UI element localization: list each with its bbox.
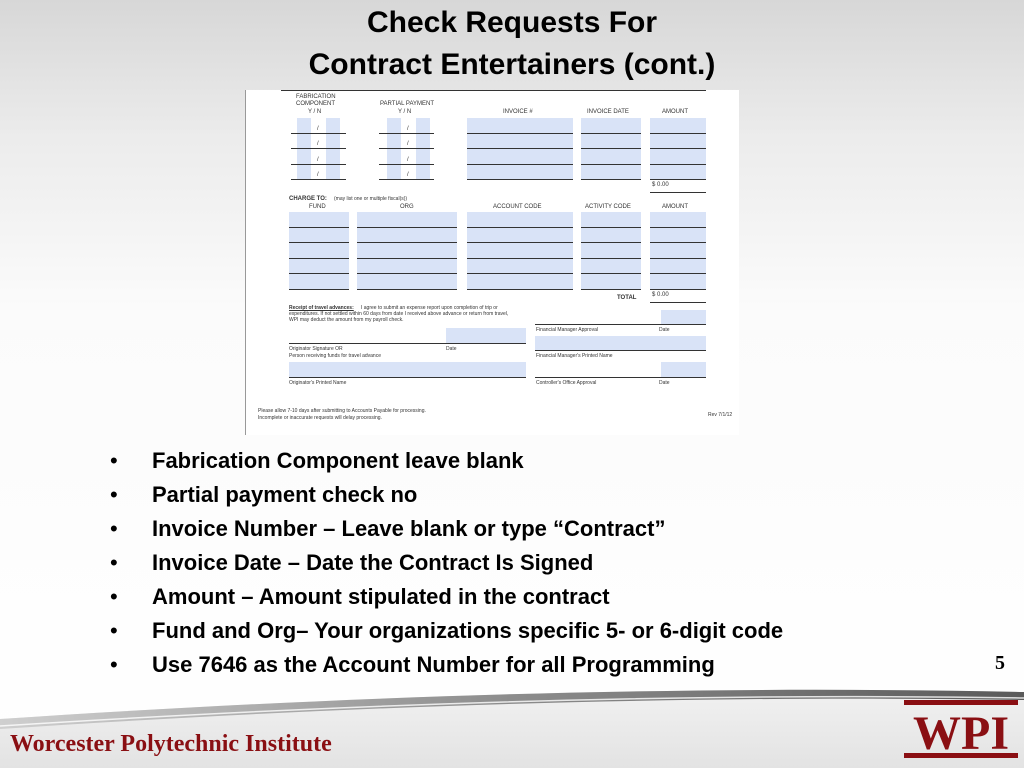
partial-payment-yn: Y / N	[398, 109, 412, 115]
fab-slash-4: /	[317, 172, 319, 178]
partial-y-checkbox[interactable]	[387, 118, 401, 180]
bullet-item: • Fabrication Component leave blank	[110, 446, 783, 480]
bullet-item: • Use 7646 as the Account Number for all Programming	[110, 650, 783, 684]
account-code-field[interactable]	[467, 212, 573, 289]
account-code-header: ACCOUNT CODE	[493, 204, 542, 210]
person-receiving-label: Person receiving funds for travel advance	[289, 353, 381, 359]
fin-mgr-name-label: Financial Manager's Printed Name	[536, 353, 613, 359]
invoice-number-field[interactable]	[467, 118, 573, 180]
originator-name-label: Originator's Printed Name	[289, 380, 347, 386]
title-line-1: Check Requests For	[366, 6, 658, 39]
allow-note-1: Please allow 7-10 days after submitting to Accounts Payable for processing.	[258, 408, 426, 414]
controller-date-field[interactable]	[661, 362, 706, 377]
fabrication-y-checkbox[interactable]	[297, 118, 311, 180]
charge-to-label: CHARGE TO:	[289, 196, 327, 202]
travel-heading: Receipt of travel advances:	[289, 305, 354, 311]
total-value: $ 0.00	[652, 292, 669, 298]
bullet-item: • Fund and Org– Your organizations specific 5- or 6-digit code	[110, 616, 783, 650]
controller-date-label: Date	[659, 380, 670, 386]
originator-date-field[interactable]	[446, 328, 526, 343]
title-line-2: Contract Entertainers (cont.)	[308, 48, 716, 81]
subtotal-value: $ 0.00	[652, 182, 669, 188]
partial-payment-header: PARTIAL PAYMENT	[380, 101, 435, 107]
bullet-item: • Invoice Date – Date the Contract Is Signed	[110, 548, 783, 582]
activity-code-field[interactable]	[581, 212, 641, 289]
fabrication-header-2: COMPONENT	[296, 101, 335, 107]
amount2-header: AMOUNT	[662, 204, 688, 210]
controller-label: Controller's Office Approval	[536, 380, 597, 386]
fab-slash-3: /	[317, 157, 319, 163]
originator-name-field[interactable]	[289, 362, 526, 377]
fund-field[interactable]	[289, 212, 349, 289]
institution-name: Worcester Polytechnic Institute	[10, 731, 332, 757]
org-field[interactable]	[357, 212, 457, 289]
partial-n-checkbox[interactable]	[416, 118, 430, 180]
invoice-date-header: INVOICE DATE	[587, 109, 629, 115]
bullet-item: • Partial payment check no	[110, 480, 783, 514]
fund-header: FUND	[309, 204, 326, 210]
partial-slash-2: /	[407, 141, 409, 147]
total-label: TOTAL	[617, 295, 637, 301]
invoice-number-header: INVOICE #	[503, 109, 533, 115]
bullet-item: • Amount – Amount stipulated in the contract	[110, 582, 783, 616]
allow-note-2: Incomplete or inaccurate requests will delay processing.	[258, 415, 382, 421]
fab-slash-1: /	[317, 126, 319, 132]
charge-to-note: (may list one or multiple fiscal(s))	[334, 196, 408, 202]
check-request-form-image	[245, 90, 739, 435]
revision-label: Rev 7/1/12	[708, 412, 733, 418]
fin-mgr-date-label: Date	[659, 327, 670, 333]
amount-field[interactable]	[650, 118, 706, 180]
fabrication-n-checkbox[interactable]	[326, 118, 340, 180]
partial-slash-1: /	[407, 126, 409, 132]
fab-slash-2: /	[317, 141, 319, 147]
bullet-list	[110, 446, 783, 684]
partial-slash-3: /	[407, 157, 409, 163]
fabrication-header-1: FABRICATION	[296, 94, 336, 100]
originator-sig-label: Originator Signature OR	[289, 346, 343, 352]
partial-slash-4: /	[407, 172, 409, 178]
travel-text: I agree to submit an expense report upon completion of trip or expenditures. If not settled within 60 days from date I received above advance or return from travel, WPI may deduct the amount from my payroll check.	[289, 305, 509, 323]
originator-date-label: Date	[446, 346, 457, 352]
org-header: ORG	[400, 204, 414, 210]
fin-mgr-date-top-field[interactable]	[661, 310, 706, 324]
wpi-logo	[902, 698, 1020, 760]
fin-mgr-approval-label: Financial Manager Approval	[536, 327, 598, 333]
page-number: 5	[995, 652, 1005, 674]
slide-title	[0, 2, 1024, 86]
fabrication-yn: Y / N	[308, 109, 322, 115]
wpi-logo-text: WPI	[913, 707, 1009, 760]
amount-header: AMOUNT	[662, 109, 688, 115]
bullet-item: • Invoice Number – Leave blank or type “Contract”	[110, 514, 783, 548]
invoice-date-field[interactable]	[581, 118, 641, 180]
fin-mgr-name-field[interactable]	[535, 336, 706, 350]
amount2-field[interactable]	[650, 212, 706, 289]
activity-code-header: ACTIVITY CODE	[585, 204, 631, 210]
